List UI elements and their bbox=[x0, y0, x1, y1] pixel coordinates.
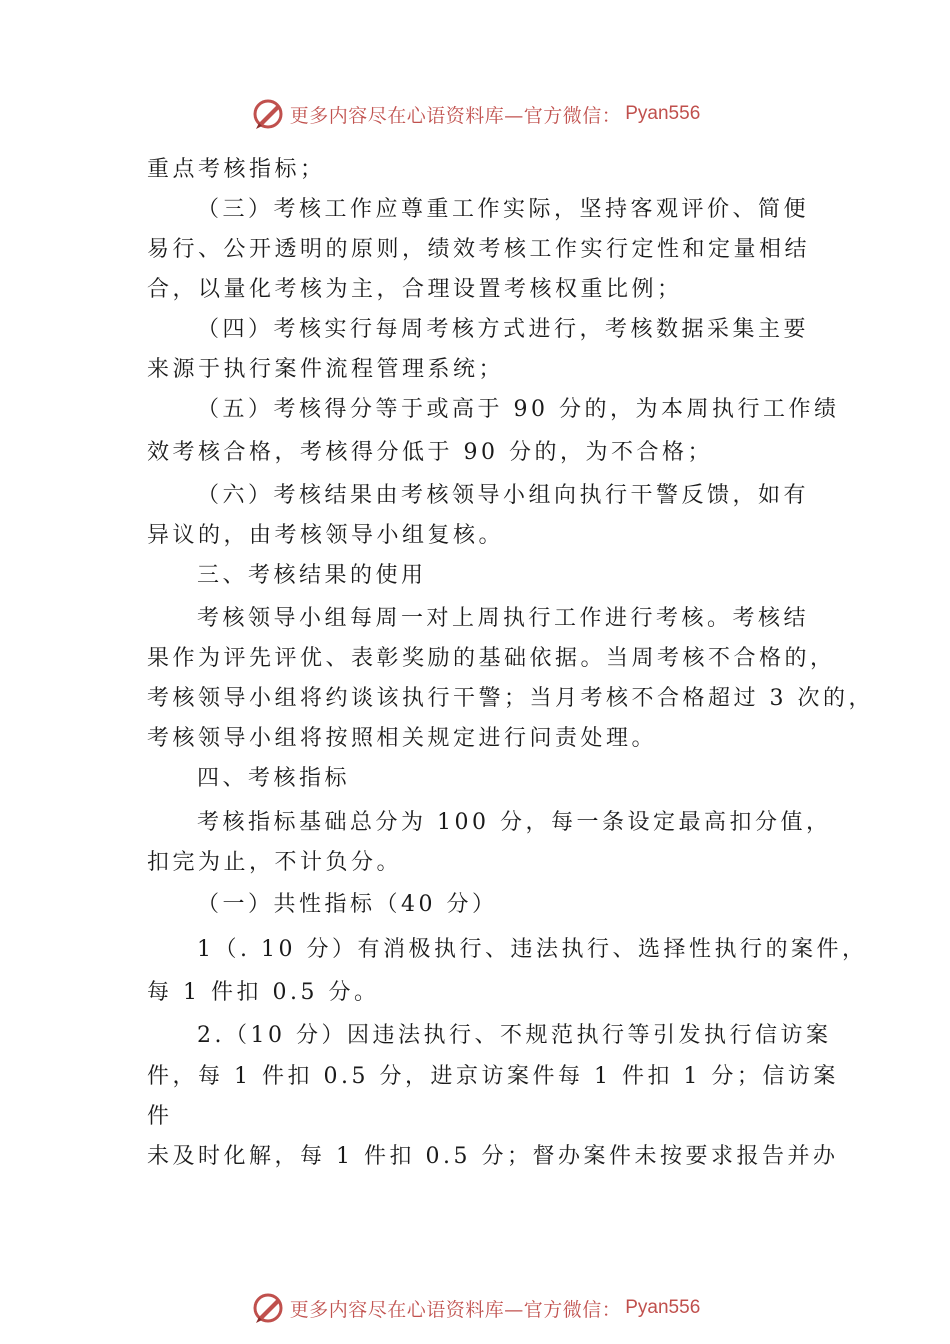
text-line: 效考核合格，考核得分低于 90 分的，为不合格； bbox=[147, 440, 713, 465]
text-line: 来源于执行案件流程管理系统； bbox=[147, 357, 505, 382]
watermark-text: 更多内容尽在心语资料库—官方微信： bbox=[289, 1298, 622, 1321]
text-line: 考核领导小组将按照相关规定进行问责处理。 bbox=[147, 726, 658, 751]
text-line: 件，每 1 件扣 0.5 分，进京访案件每 1 件扣 1 分；信访案 bbox=[147, 1064, 839, 1089]
text-line: 件 bbox=[147, 1104, 173, 1129]
subsection-heading: （一）共性指标（40 分） bbox=[197, 892, 498, 917]
text-line: 考核指标基础总分为 100 分，每一条设定最高扣分值， bbox=[197, 810, 832, 835]
text-line: 易行、公开透明的原则，绩效考核工作实行定性和定量相结 bbox=[147, 237, 811, 262]
section-heading: 四、考核指标 bbox=[197, 766, 351, 791]
text-line: （六）考核结果由考核领导小组向执行干警反馈，如有 bbox=[197, 483, 810, 508]
watermark-wechat-id: Pyan556 bbox=[625, 1297, 701, 1318]
watermark-wechat-id: Pyan556 bbox=[625, 103, 701, 124]
footer-watermark bbox=[0, 1288, 950, 1328]
text-line: 未及时化解，每 1 件扣 0.5 分；督办案件未按要求报告并办 bbox=[147, 1144, 839, 1169]
pen-logo-icon bbox=[250, 1290, 286, 1326]
text-line: 每 1 件扣 0.5 分。 bbox=[147, 980, 380, 1005]
text-line: 考核领导小组每周一对上周执行工作进行考核。考核结 bbox=[197, 606, 810, 631]
watermark-text: 更多内容尽在心语资料库—官方微信： bbox=[289, 104, 622, 127]
text-line: 果作为评先评优、表彰奖励的基础依据。当周考核不合格的， bbox=[147, 646, 836, 671]
text-line: 2.（10 分）因违法执行、不规范执行等引发执行信访案 bbox=[197, 1023, 832, 1048]
text-line: （五）考核得分等于或高于 90 分的，为本周执行工作绩 bbox=[197, 397, 840, 422]
text-line: 扣完为止，不计负分。 bbox=[147, 850, 403, 875]
text-line: 合，以量化考核为主，合理设置考核权重比例； bbox=[147, 277, 683, 302]
text-line: 1（. 10 分）有消极执行、违法执行、选择性执行的案件， bbox=[197, 937, 868, 962]
text-line: （四）考核实行每周考核方式进行，考核数据采集主要 bbox=[197, 317, 810, 342]
text-line: （三）考核工作应尊重工作实际，坚持客观评价、简便 bbox=[197, 197, 810, 222]
text-line: 重点考核指标； bbox=[147, 157, 326, 182]
text-line: 考核领导小组将约谈该执行干警；当月考核不合格超过 3 次的， bbox=[147, 686, 874, 711]
text-line: 异议的，由考核领导小组复核。 bbox=[147, 523, 505, 548]
section-heading: 三、考核结果的使用 bbox=[197, 563, 427, 588]
